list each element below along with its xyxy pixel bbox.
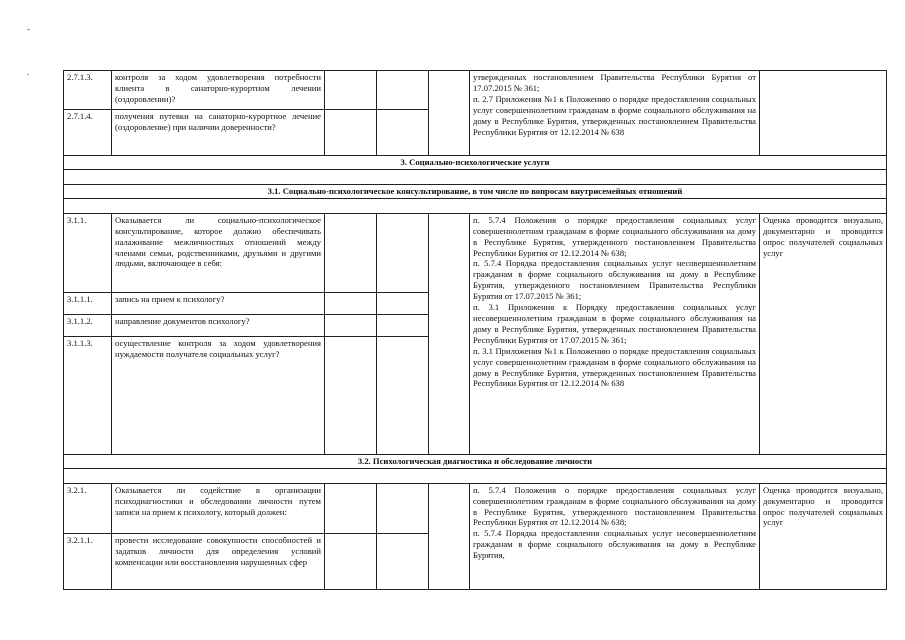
legal-reference <box>470 483 760 589</box>
answer-cell-na <box>429 71 470 156</box>
section-row <box>64 184 887 198</box>
answer-cell-yes <box>325 483 377 533</box>
answer-cell-yes <box>325 110 377 156</box>
table-row <box>64 483 887 533</box>
row-number: 2.7.1.4. <box>64 110 112 156</box>
row-number: 3.2.1. <box>64 483 112 533</box>
section-title: 3.2. Психологическая диагностика и обследование личности <box>64 454 887 468</box>
answer-cell-yes <box>325 336 377 454</box>
page-mark: - <box>27 24 30 34</box>
question-text: направление документов психологу? <box>112 314 325 336</box>
spacer-row <box>64 468 887 483</box>
row-number: 3.1.1.1. <box>64 292 112 314</box>
table-row <box>64 71 887 110</box>
answer-cell-no <box>377 213 429 292</box>
answer-cell-no <box>377 292 429 314</box>
question-text: получения путевки на санаторно-курортное лечение (оздоровление) при наличии доверенности? <box>112 110 325 156</box>
question-text: Оказывается ли социально-психологическое консультирование, которое должно обеспечивать налаживание межличностных отношений между членами семьи, родственниками, друзьями и другими людьми, включающее в себя: <box>112 213 325 292</box>
answer-cell-yes <box>325 213 377 292</box>
spacer-row <box>64 198 887 213</box>
section-title: 3. Социально-психологические услуги <box>64 156 887 170</box>
reference-text: утвержденных постановлением Правительства Республики Бурятия от 17.07.2015 № 361; п. 2.7 Приложения №1 к Положению о порядке предоставления социальных услуг совершеннолетним гражданам в форме социального обслуживания на дому в Республике Бурятия, утвержденных постановлением Правительства Республики Бурятия от 12.12.2014 № 638 <box>473 72 756 137</box>
answer-cell-no <box>377 71 429 110</box>
answer-cell-na <box>429 483 470 589</box>
answer-cell-no <box>377 483 429 533</box>
row-number: 3.2.1.1. <box>64 533 112 589</box>
section-row <box>64 156 887 170</box>
answer-cell-no <box>377 110 429 156</box>
question-text: Оказывается ли содействие в организации психодиагностики и обследовании личности путем записи на прием к психологу, который должен: <box>112 483 325 533</box>
reference-text: п. 5.7.4 Положения о порядке предоставления социальных услуг совершеннолетним гражданам в форме социального обслуживания на дому в Республике Бурятия, утвержденного постановлением Правительства Республики Бурятия от 12.12.2014 № 638; п. 5.7.4 Порядка предоставления социальных услуг несовершеннолетним гражданам в форме социального обслуживания на дому в Республике Бурятия, утвержденного постановлением Правительства Республики Бурятия от 17.07.2015 № 361; п. 3.1 Приложения к Порядку предоставления социальных услуг несовершеннолетним гражданам в форме социального обслуживания на дому в Республике Бурятия, утвержденных постановлением Правительства Республики Бурятия от 17.07.2015 № 361; п. 3.1 Приложения №1 к Положению о порядке предоставления социальных услуг совершеннолетним гражданам в форме социального обслуживания на дому в Республике Бурятия, утвержденных постановлением Правительства Республики Бурятия от 12.12.2014 № 638 <box>473 214 756 389</box>
page-mark: . <box>27 67 30 77</box>
spacer-row <box>64 169 887 184</box>
section-row <box>64 454 887 468</box>
table-row <box>64 213 887 292</box>
inspection-table <box>63 70 887 590</box>
answer-cell-yes <box>325 533 377 589</box>
answer-cell-yes <box>325 314 377 336</box>
answer-cell-no <box>377 533 429 589</box>
section-title: 3.1. Социально-психологическое консультирование, в том числе по вопросам внутрисемейных отношений <box>64 184 887 198</box>
question-text: осуществление контроля за ходом удовлетворения нуждаемости получателя социальных услуг? <box>112 336 325 454</box>
answer-cell-yes <box>325 71 377 110</box>
answer-cell-no <box>377 314 429 336</box>
answer-cell-na <box>429 213 470 454</box>
legal-reference <box>470 213 760 454</box>
assessment-note: Оценка проводится визуально, документарно и проводится опрос получателей социальных услуг <box>760 213 887 454</box>
row-number: 3.1.1.2. <box>64 314 112 336</box>
row-number: 2.7.1.3. <box>64 71 112 110</box>
row-number: 3.1.1.3. <box>64 336 112 454</box>
answer-cell-no <box>377 336 429 454</box>
row-number: 3.1.1. <box>64 213 112 292</box>
assessment-note: Оценка проводится визуально, документарно и проводится опрос получателей социальных услуг <box>760 483 887 589</box>
assessment-note <box>760 71 887 156</box>
question-text: провести исследование совокупности способностей и задатков личности для определения условий компенсации или восстановления нарушенных сфер <box>112 533 325 589</box>
question-text: запись на прием к психологу? <box>112 292 325 314</box>
answer-cell-yes <box>325 292 377 314</box>
question-text: контроля за ходом удовлетворения потребности клиента в санаторно-курортном лечении (оздоровлении)? <box>112 71 325 110</box>
legal-reference <box>470 71 760 156</box>
reference-text: п. 5.7.4 Положения о порядке предоставления социальных услуг совершеннолетним гражданам в форме социального обслуживания на дому в Республике Бурятия, утвержденного постановлением Правительства Республики Бурятия от 12.12.2014 № 638; п. 5.7.4 Порядка предоставления социальных услуг несовершеннолетним гражданам в форме социального обслуживания на дому в Республике Бурятия, <box>473 484 756 561</box>
